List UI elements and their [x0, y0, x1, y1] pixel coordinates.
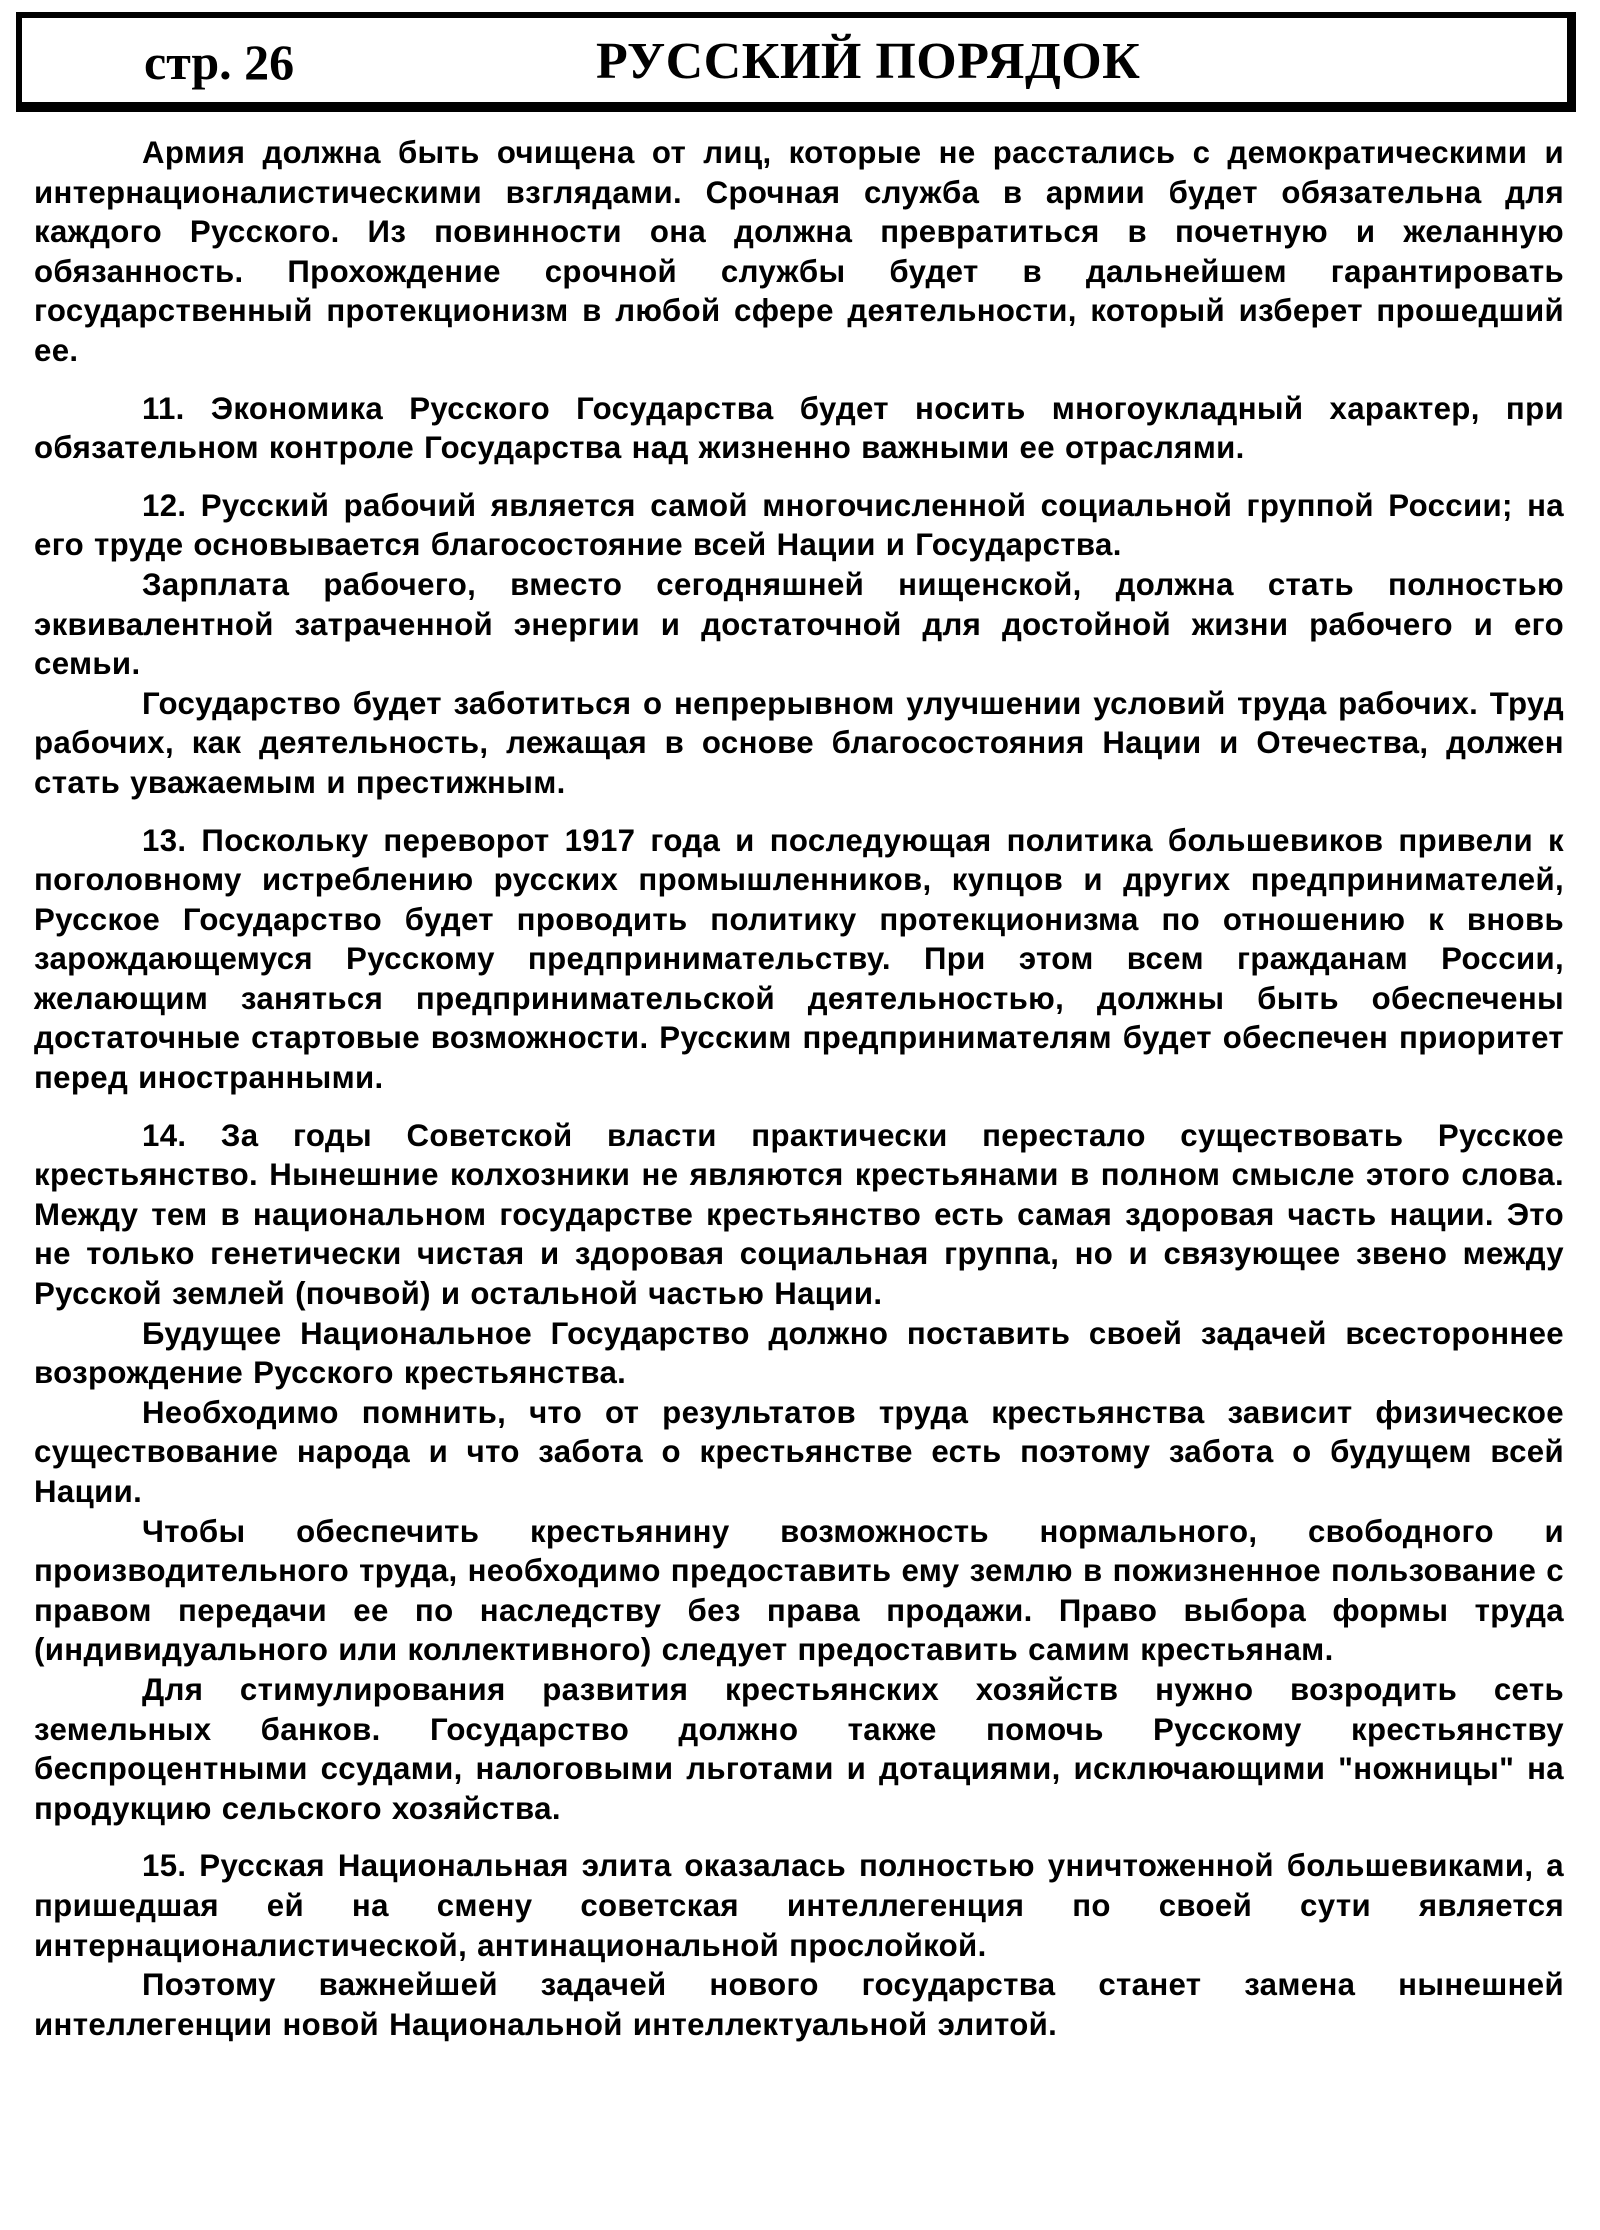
paragraph-12-worker: 12. Русский рабочий является самой многочисленной социальной группой России; на его труде основывается благосостояние всей Нации и Государства.: [34, 487, 1564, 563]
paragraph-11-economy: 11. Экономика Русского Государства будет носить многоукладный характер, при обязательном контроле Государства над жизненно важными ее отраслями.: [34, 390, 1564, 466]
newspaper-title: РУССКИЙ ПОРЯДОК: [596, 33, 1141, 90]
paragraph-15-elite: 15. Русская Национальная элита оказалась полностью уничтоженной большевиками, а пришедшая ей на смену советская интеллегенция по своей сути является интернационалистической, антинациональной прослойкой.: [34, 1848, 1564, 1963]
paragraph-14-banks: Для стимулирования развития крестьянских хозяйств нужно возродить сеть земельных банков. Государство должно также помочь Русскому крестьянству беспроцентными ссудами, налоговыми льготами и дотациями, исключающими "ножницы" на продукцию сельского хозяйства.: [34, 1671, 1564, 1826]
page-number: стр. 26: [144, 34, 295, 90]
paragraph-army: Армия должна быть очищена от лиц, которые не расстались с демократическими и интернационалистическими взглядами. Срочная служба в армии будет обязательна для каждого Русского. Из повинности она должна превратиться в почетную и желанную обязанность. Прохождение срочной службы будет в дальнейшем гарантировать государственный протекционизм в любой сфере деятельности, который изберет прошедший ее.: [34, 135, 1564, 368]
paragraph-12-labor-conditions: Государство будет заботиться о непрерывном улучшении условий труда рабочих. Труд рабочих, как деятельность, лежащая в основе благосостояния Нации и Отечества, должен стать уважаемым и престижным.: [34, 685, 1564, 800]
paragraph-14-remember: Необходимо помнить, что от результатов труда крестьянства зависит физическое существование народа и что забота о крестьянстве есть поэтому забота о будущем всей Нации.: [34, 1394, 1564, 1509]
paragraph-13-entrepreneurs: 13. Поскольку переворот 1917 года и последующая политика большевиков привели к поголовному истреблению русских промышленников, купцов и других предпринимателей, Русское Государство будет проводить политику протекционизма по отношению к вновь зарождающемуся Русскому предпринимательству. При этом всем гражданам России, желающим заняться предпринимательской деятельностью, должны быть обеспечены достаточные стартовые возможности. Русским предпринимателям будет обеспечен приоритет перед иностранными.: [34, 822, 1564, 1096]
page-header: [16, 12, 1576, 112]
paragraph-12-wages: Зарплата рабочего, вместо сегодняшней нищенской, должна стать полностью эквивалентной затраченной энергии и достаточной для достойной жизни рабочего и его семьи.: [34, 566, 1564, 682]
article-body: [34, 133, 1564, 2044]
paragraph-15-replacement: Поэтому важнейшей задачей нового государства станет замена нынешней интеллегенции новой Национальной интеллектуальной элитой.: [34, 1967, 1564, 2042]
paragraph-14-peasantry: 14. За годы Советской власти практически перестало существовать Русское крестьянство. Нынешние колхозники не являются крестьянами в полном смысле этого слова. Между тем в национальном государстве крестьянство есть самая здоровая часть нации. Это не только генетически чистая и здоровая социальная группа, но и связующее звено между Русской землей (почвой) и остальной частью Нации.: [34, 1117, 1564, 1312]
paragraph-14-land: Чтобы обеспечить крестьянину возможность нормального, свободного и производительного труда, необходимо предоставить ему землю в пожизненное пользование с правом передачи ее по наследству без права продажи. Право выбора формы труда (индивидуального или коллективного) следует предоставить самим крестьянам.: [34, 1513, 1564, 1668]
paragraph-14-revival: Будущее Национальное Государство должно поставить своей задачей всестороннее возрождение Русского крестьянства.: [34, 1315, 1564, 1391]
